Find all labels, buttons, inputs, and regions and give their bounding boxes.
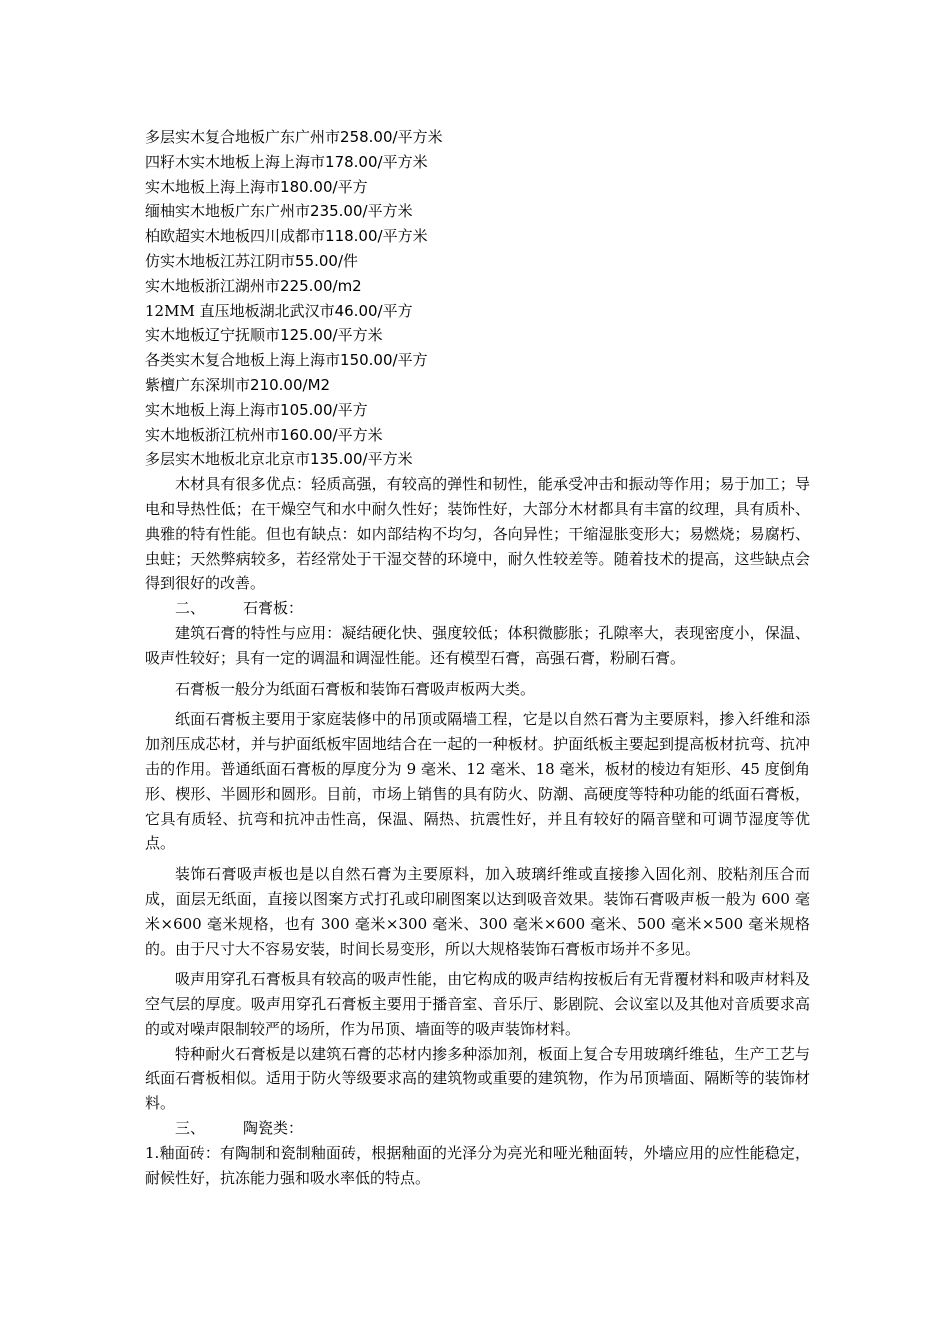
product-name: 实木地板 <box>145 177 206 196</box>
price-list-item <box>145 323 810 348</box>
product-price: 125.00/平方米 <box>280 326 383 345</box>
price-list-item <box>145 150 810 175</box>
product-name: 实木地板 <box>145 276 206 295</box>
product-name: 实木地板 <box>145 400 206 419</box>
product-name: 仿实木地板 <box>145 251 221 270</box>
paragraph: 1.釉面砖：有陶制和瓷制釉面砖，根据釉面的光泽分为亮光和哑光釉面转，外墙应用的应性能稳定，耐候性好，抗冻能力强和吸水率低的特点。 <box>145 1143 810 1187</box>
product-location: 上海上海市 <box>265 351 341 370</box>
price-list-item <box>145 299 810 324</box>
price-list-item <box>145 373 810 398</box>
product-location: 广东广州市 <box>265 128 341 146</box>
product-price: 258.00/平方米 <box>340 128 443 146</box>
product-price: 135.00/平方米 <box>310 450 413 469</box>
product-location: 江苏江阴市 <box>220 251 296 270</box>
product-price: 235.00/平方米 <box>310 202 413 221</box>
product-location: 北京北京市 <box>235 450 311 469</box>
price-list-item <box>145 199 810 224</box>
product-name: 柏欧超实木地板 <box>145 227 251 246</box>
product-name: 各类实木复合地板 <box>145 351 266 370</box>
product-name: 12MM 直压地板 <box>145 301 260 320</box>
price-list-item <box>145 249 810 274</box>
section-number: 三、 <box>175 1119 206 1138</box>
price-list-item <box>145 348 810 373</box>
paragraph: 建筑石膏的特性与应用：凝结硬化快、强度较低；体积微膨胀；孔隙率大，表现密度小，保温、吸声性较好；具有一定的调温和调湿性能。还有模型石膏，高强石膏，粉刷石膏。 <box>145 623 810 667</box>
wood-paragraph: 木材具有很多优点：轻质高强，有较高的弹性和韧性，能承受冲击和振动等作用；易于加工；导电和导热性低；在干燥空气和水中耐久性好；装饰性好，大部分木材都具有丰富的纹理，具有质朴、典雅的特有性能。但也有缺点：如内部结构不均匀，各向异性；干缩湿胀变形大；易燃烧；易腐朽、虫蛀；天然弊病较多，若经常处于干湿交替的环境中，耐久性较差等。随着技术的提高，这些缺点会得到很好的改善。 <box>145 475 810 593</box>
section-title: 石膏板： <box>243 599 304 618</box>
paragraph: 纸面石膏板主要用于家庭装修中的吊顶或隔墙工程，它是以自然石膏为主要原料，掺入纤维和添加剂压成芯材，并与护面纸板牢固地结合在一起的一种板材。护面纸板主要起到提高板材抗弯、抗冲击的作用。普通纸面石膏板的厚度分为 9 毫米、12 毫米、18 毫米，板材的棱边有矩形、45 度倒角形、楔形、半圆形和圆形。目前，市场上销售的具有防火、防潮、高硬度等特种功能的纸面石膏板，它具有质轻、抗弯和抗冲击性高，保温、隔热、抗震性好，并且有较好的隔音壁和可调节湿度等优点。 <box>145 710 810 853</box>
document-page <box>145 125 810 1190</box>
product-name: 多层实木复合地板 <box>145 128 266 146</box>
price-list-item <box>145 423 810 448</box>
paragraph: 石膏板一般分为纸面石膏板和装饰石膏吸声板两大类。 <box>175 679 536 698</box>
price-list-item <box>145 175 810 200</box>
product-location: 辽宁抚顺市 <box>205 326 281 345</box>
product-location: 湖北武汉市 <box>259 301 335 320</box>
product-price: 180.00/平方 <box>280 177 368 196</box>
paragraph: 吸声用穿孔石膏板具有较高的吸声性能，由它构成的吸声结构按板后有无背覆材料和吸声材料及空气层的厚度。吸声用穿孔石膏板主要用于播音室、音乐厅、影剧院、会议室以及其他对音质要求高的或对噪声限制较严的场所，作为吊顶、墙面等的吸声装饰材料。 <box>145 970 810 1038</box>
product-price: 105.00/平方 <box>280 400 368 419</box>
section-heading-ceramics <box>145 1116 810 1141</box>
product-name: 实木地板 <box>145 326 206 345</box>
price-list-item <box>145 224 810 249</box>
product-location: 浙江湖州市 <box>205 276 281 295</box>
product-name: 多层实木地板 <box>145 450 236 469</box>
price-list-item <box>145 447 810 472</box>
product-price: 160.00/平方米 <box>280 425 383 444</box>
product-location: 上海上海市 <box>205 400 281 419</box>
product-name: 实木地板 <box>145 425 206 444</box>
product-location: 浙江杭州市 <box>205 425 281 444</box>
paragraph: 特种耐火石膏板是以建筑石膏的芯材内掺多种添加剂，板面上复合专用玻璃纤维毡，生产工艺与纸面石膏板相似。适用于防火等级要求高的建筑物或重要的建筑物，作为吊顶墙面、隔断等的装饰材料。 <box>145 1044 810 1113</box>
product-price: 178.00/平方米 <box>325 152 428 171</box>
price-list <box>145 125 810 472</box>
product-location: 广东广州市 <box>235 202 311 221</box>
product-location: 广东深圳市 <box>175 375 251 394</box>
product-price: 118.00/平方米 <box>325 227 428 246</box>
price-list-item <box>145 274 810 299</box>
paragraph: 装饰石膏吸声板也是以自然石膏为主要原料，加入玻璃纤维或直接掺入固化剂、胶粘剂压合而成，面层无纸面，直接以图案方式打孔或印刷图案以达到吸音效果。装饰石膏吸声板一般为 600 毫米×600 毫米规格，也有 300 毫米×300 毫米、300 毫米×600 毫米、500 毫米×500 毫米规格的。由于尺寸大不容易安装，时间长易变形，所以大规格装饰石膏板市场并不多见。 <box>145 865 810 958</box>
product-price: 225.00/m2 <box>280 276 362 295</box>
section-number: 二、 <box>175 599 206 618</box>
product-name: 紫檀 <box>145 375 176 394</box>
product-location: 上海上海市 <box>250 152 326 171</box>
product-name: 缅柚实木地板 <box>145 202 236 221</box>
product-location: 四川成都市 <box>250 227 326 246</box>
product-name: 四籽木实木地板 <box>145 152 251 171</box>
product-price: 210.00/M2 <box>250 375 331 394</box>
section-heading-gypsum <box>145 596 810 621</box>
section-title: 陶瓷类： <box>243 1119 304 1138</box>
product-price: 55.00/件 <box>295 251 359 270</box>
price-list-item <box>145 398 810 423</box>
product-location: 上海上海市 <box>205 177 281 196</box>
price-list-item <box>145 125 810 150</box>
product-price: 150.00/平方 <box>340 351 428 370</box>
product-price: 46.00/平方 <box>334 301 413 320</box>
